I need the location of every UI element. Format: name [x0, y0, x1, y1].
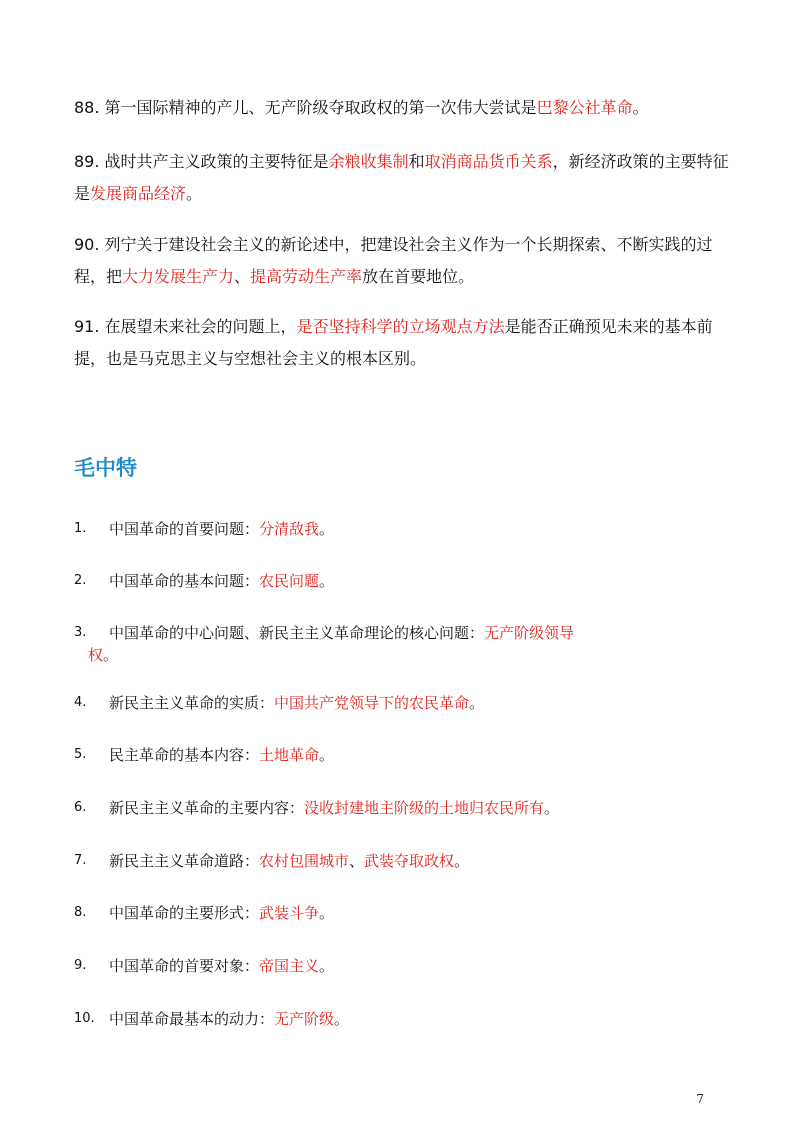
- page-number: 7: [696, 1092, 704, 1106]
- paragraph-text: 在展望未来社会的问题上，: [104, 317, 297, 336]
- list-item: [74, 692, 674, 714]
- paragraph-number: 90.: [74, 235, 100, 254]
- paragraph-text: 战时共产主义政策的主要特征是: [104, 152, 329, 171]
- list-end: 。: [334, 1010, 350, 1028]
- list-number: 2.: [74, 573, 87, 588]
- answer-highlight: 土地革命: [259, 746, 320, 764]
- list-number: 6.: [74, 800, 87, 815]
- paragraph-text: 。: [186, 184, 203, 203]
- list-end: 。: [319, 572, 335, 590]
- list-number: 1.: [74, 521, 87, 536]
- list-end: 。: [319, 746, 335, 764]
- list-number: 10.: [74, 1011, 95, 1026]
- paragraph-89: [74, 146, 734, 210]
- paragraph-text: 。: [632, 98, 649, 117]
- list-item: [74, 744, 674, 766]
- answer-highlight: 农村包围城市: [259, 852, 350, 870]
- paragraph-91: [74, 311, 734, 375]
- list-end: 。: [544, 799, 560, 817]
- list-number: 3.: [74, 625, 87, 640]
- answer-highlight: 中国共产党领导下的农民革命: [274, 694, 470, 712]
- list-label: 民主革命的基本内容：: [109, 746, 260, 764]
- paragraph-text: 和: [408, 152, 425, 171]
- list-label: 新民主主义革命的实质：: [109, 694, 275, 712]
- list-label: 中国革命的首要问题：: [109, 520, 260, 538]
- answer-highlight: 余粮收集制: [328, 152, 409, 171]
- list-label: 新民主主义革命道路：: [109, 852, 260, 870]
- paragraph-88: [74, 92, 734, 124]
- answer-highlight: 武装斗争: [259, 904, 320, 922]
- answer-highlight: 无产阶级领导: [484, 624, 575, 642]
- list-item: [74, 955, 674, 977]
- list-end: 。: [103, 646, 119, 664]
- list-number: 9.: [74, 958, 87, 973]
- answer-highlight: 无产阶级: [274, 1010, 335, 1028]
- list-item: [74, 902, 674, 924]
- list-label: 中国革命的首要对象：: [109, 957, 260, 975]
- answer-highlight: 发展商品经济: [90, 184, 187, 203]
- answer-highlight: 分清敌我: [259, 520, 320, 538]
- paragraph-text: 是能否正确预见未来的基本前提，也是马克思主义与空想社会主义的根本区别。: [74, 317, 713, 368]
- list-end: 。: [469, 694, 485, 712]
- list-item: [74, 797, 674, 819]
- list-label: 中国革命的中心问题、新民主主义革命理论的核心问题：: [109, 624, 485, 642]
- list-number: 5.: [74, 747, 87, 762]
- list-number: 4.: [74, 695, 87, 710]
- list-end: 。: [454, 852, 470, 870]
- list-end: 。: [319, 904, 335, 922]
- list-item: [74, 622, 674, 666]
- paragraph-text: 放在首要地位。: [362, 267, 475, 286]
- answer-highlight: 巴黎公社革命: [536, 98, 633, 117]
- answer-highlight: 没收封建地主阶级的土地归农民所有: [304, 799, 545, 817]
- paragraph-text: 、: [234, 267, 251, 286]
- list-item: [74, 1008, 674, 1030]
- list-label: 中国革命最基本的动力：: [109, 1010, 275, 1028]
- answer-highlight-continued: 权: [88, 646, 104, 664]
- answer-highlight: 帝国主义: [259, 957, 320, 975]
- paragraph-number: 91.: [74, 317, 100, 336]
- paragraph-text: 列宁关于建设社会主义的新论述中，把建设社会主义作为一个长期探索、不断实践的过程，把: [74, 235, 713, 286]
- answer-highlight: 武装夺取政权: [364, 852, 455, 870]
- list-separator: 、: [349, 852, 365, 870]
- paragraph-90: [74, 229, 734, 293]
- answer-highlight: 取消商品货币关系: [424, 152, 553, 171]
- list-label: 新民主主义革命的主要内容：: [109, 799, 305, 817]
- paragraph-text: 第一国际精神的产儿、无产阶级夺取政权的第一次伟大尝试是: [104, 98, 537, 117]
- paragraph-text: ，新经济政策的主要特征是: [74, 152, 729, 203]
- list-end: 。: [319, 520, 335, 538]
- list-item: [74, 518, 674, 540]
- paragraph-number: 88.: [74, 98, 100, 117]
- answer-highlight: 是否坚持科学的立场观点方法: [296, 317, 505, 336]
- list-label: 中国革命的主要形式：: [109, 904, 260, 922]
- list-item: [74, 850, 674, 872]
- list-label: 中国革命的基本问题：: [109, 572, 260, 590]
- answer-highlight: 提高劳动生产率: [250, 267, 363, 286]
- list-item: [74, 570, 674, 592]
- section-title: 毛中特: [74, 456, 137, 480]
- answer-highlight: 农民问题: [259, 572, 320, 590]
- answer-highlight: 大力发展生产力: [122, 267, 235, 286]
- paragraph-number: 89.: [74, 152, 100, 171]
- list-number: 8.: [74, 905, 87, 920]
- list-number: 7.: [74, 853, 87, 868]
- list-end: 。: [319, 957, 335, 975]
